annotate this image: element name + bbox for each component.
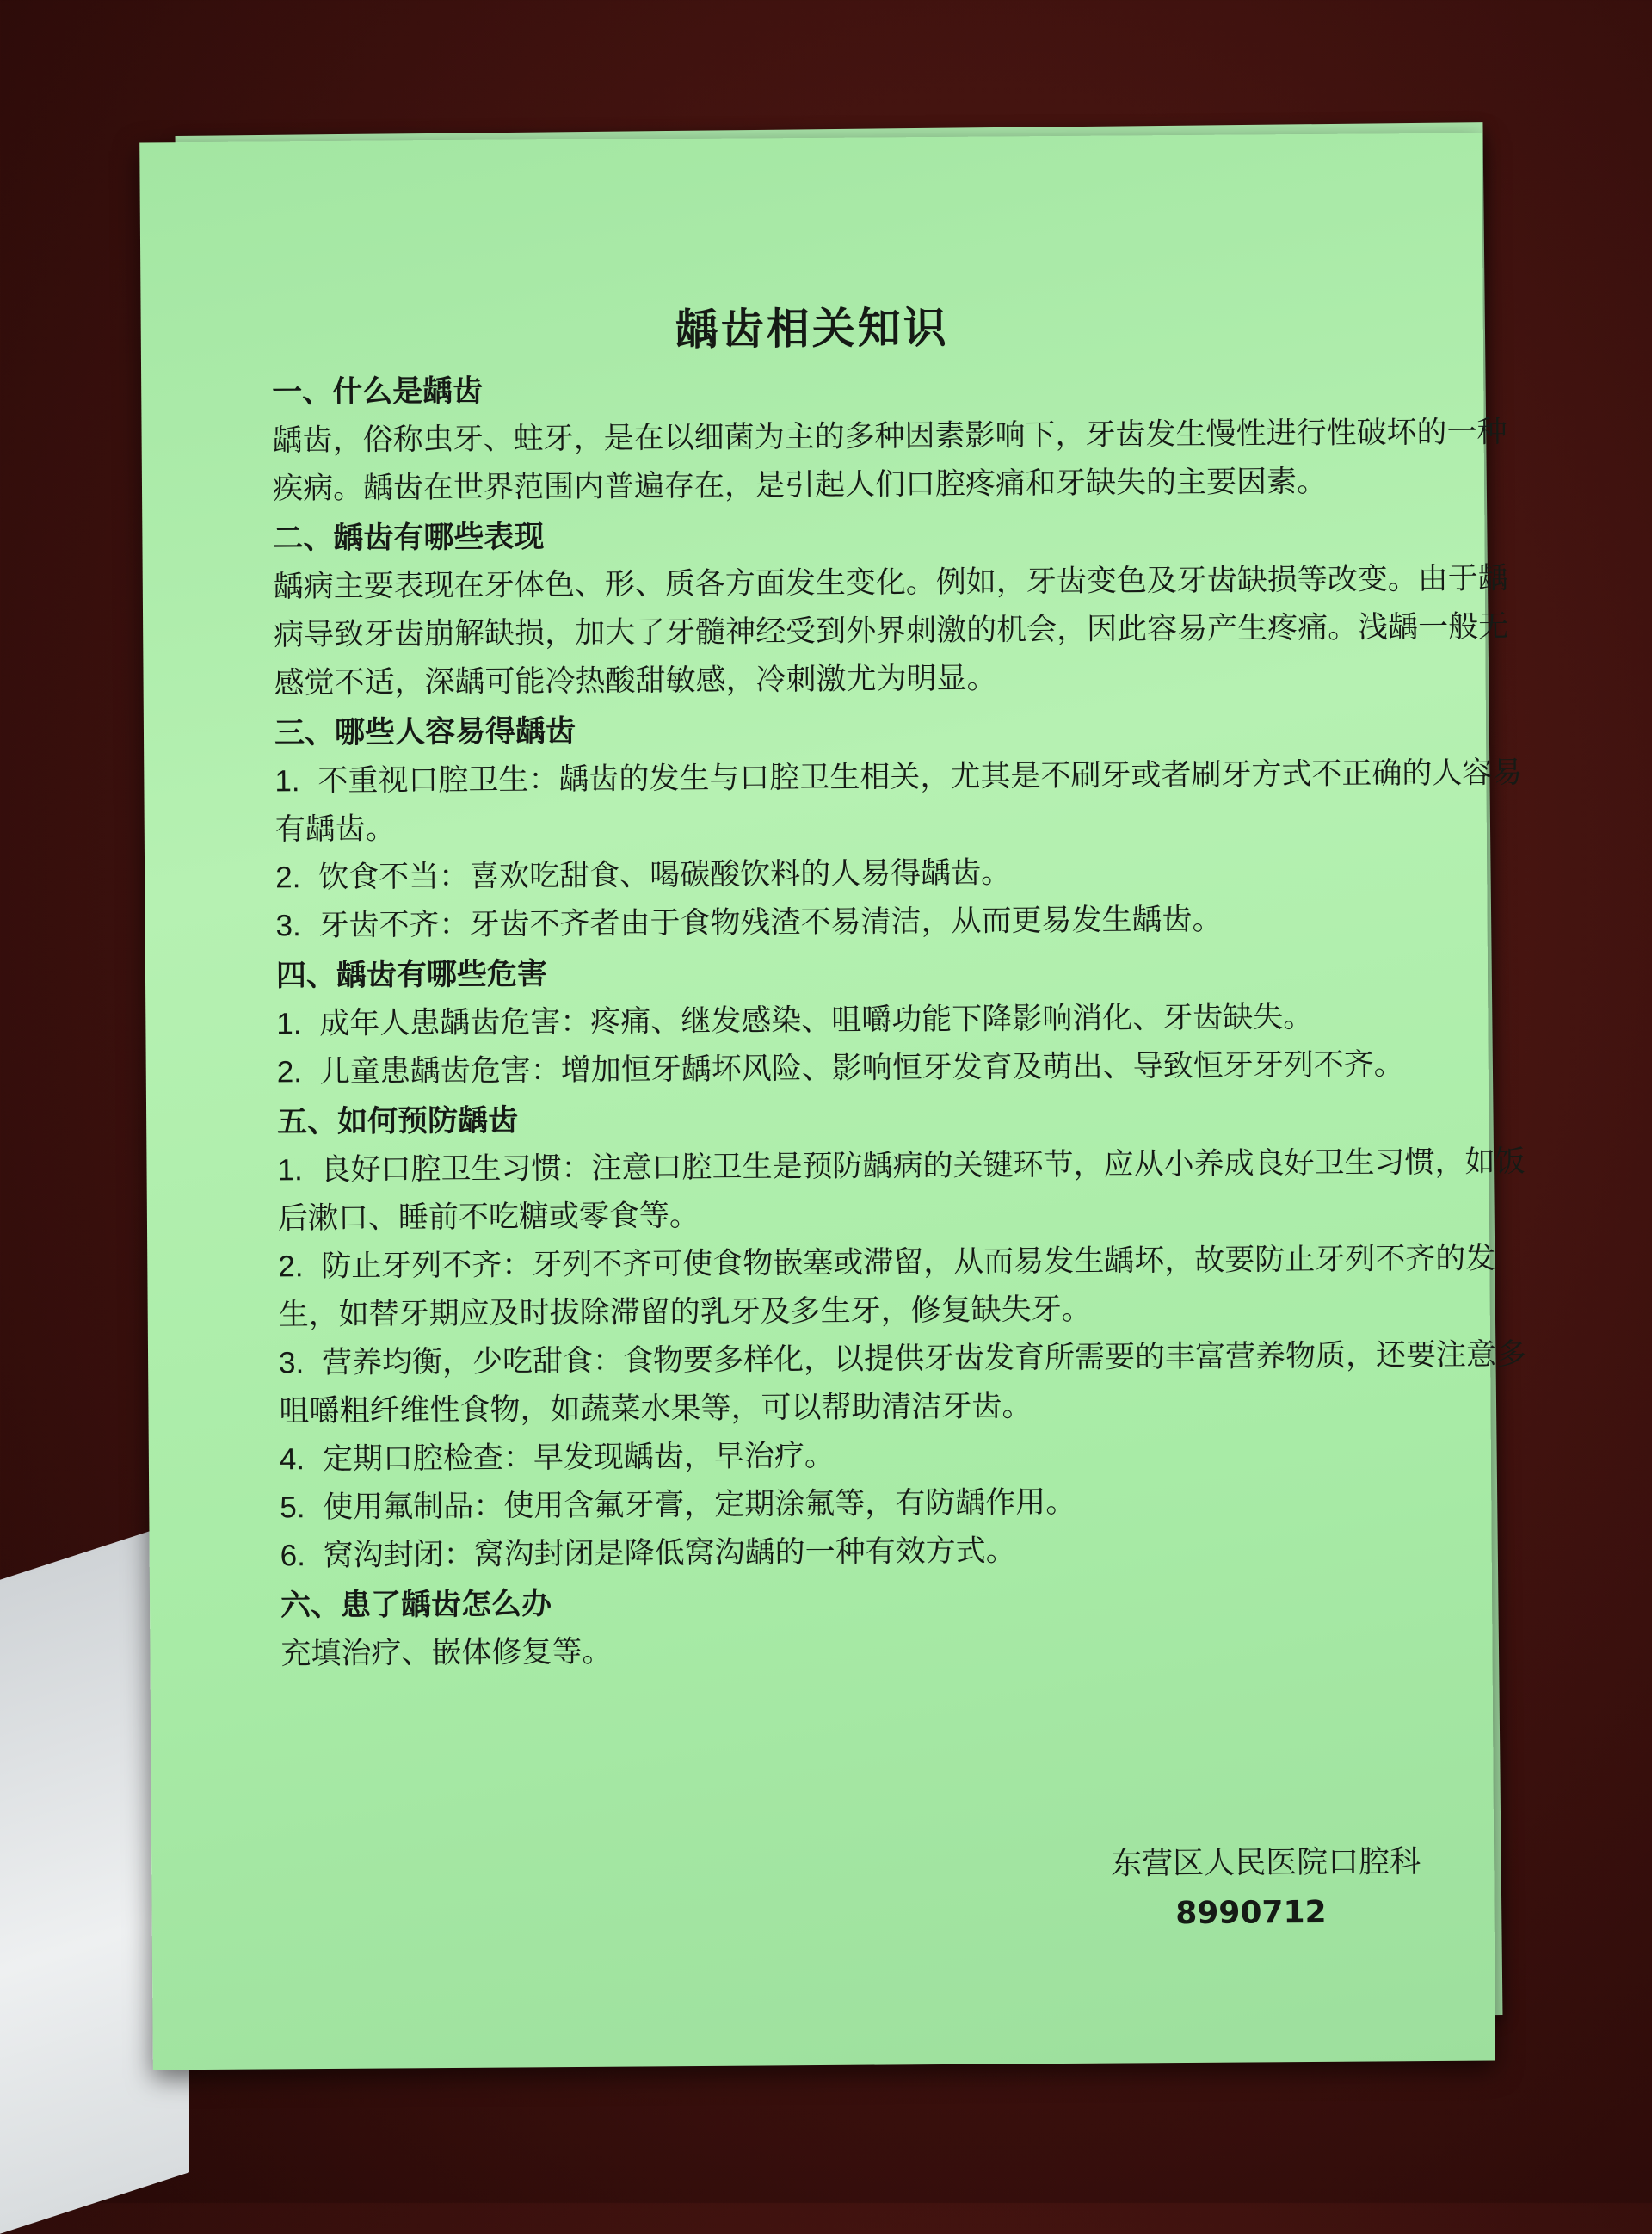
section-paragraph: 龋齿，俗称虫牙、蛀牙，是在以细菌为主的多种因素影响下，牙齿发生慢性进行性破坏的一种疾病。龋齿在世界范围内普遍存在，是引起人们口腔疼痛和牙缺失的主要因素。: [272, 415, 1507, 507]
item-number: 3.: [275, 909, 301, 943]
item-text: 儿童患龋齿危害：增加恒牙龋坏风险、影响恒牙发育及萌出、导致恒牙牙列不齐。: [319, 1047, 1404, 1090]
leaflet-page: [139, 133, 1527, 2070]
item-text: 使用氟制品：使用含氟牙膏，定期涂氟等，有防龋作用。: [323, 1484, 1076, 1526]
item-text: 窝沟封闭：窝沟封闭是降低窝沟龋的一种有效方式。: [323, 1534, 1016, 1574]
item-number: 5.: [280, 1490, 305, 1525]
list-item: [277, 1138, 1526, 1243]
item-text: 成年人患龋齿危害：疼痛、继发感染、咀嚼功能下降影响消化、牙齿缺失。: [319, 999, 1314, 1042]
document-footer: [1111, 1837, 1421, 1940]
section-heading-treatment: 六、患了龋齿怎么办: [280, 1587, 552, 1624]
organization-name: 东营区人民医院口腔科: [1111, 1844, 1421, 1882]
section-heading-what-is-caries: 一、什么是龋齿: [272, 373, 484, 410]
document-body: [272, 358, 1529, 1678]
item-number: 2.: [276, 1055, 303, 1089]
item-number: 3.: [278, 1346, 305, 1380]
item-text: 定期口腔检查：早发现龋齿，早治疗。: [322, 1438, 835, 1478]
section-heading-harms: 四、龋齿有哪些危害: [275, 957, 548, 994]
list-item: [280, 1427, 1527, 1484]
item-text: 不重视口腔卫生：龋齿的发生与口腔卫生相关，尤其是不刷牙或者刷牙方式不正确的人容易有龋齿。: [274, 756, 1523, 848]
list-item: [274, 749, 1523, 854]
section-paragraph: 龋病主要表现在牙体色、形、质各方面发生变化。例如，牙齿变色及牙齿缺损等改变。由于龋病导致牙齿崩解缺损，加大了牙髓神经受到外界刺激的机会，因此容易产生疼痛。浅龋一般无感觉不适，深龋可能冷热酸甜敏感，冷刺激尤为明显。: [273, 561, 1509, 701]
item-text: 防止牙列不齐：牙列不齐可使食物嵌塞或滞留，从而易发生龋坏，故要防止牙列不齐的发生，如替牙期应及时拔除滞留的乳牙及多生牙，修复缺失牙。: [278, 1241, 1496, 1333]
item-number: 1.: [276, 1007, 302, 1041]
item-text: 良好口腔卫生习惯：注意口腔卫生是预防龋病的关键环节，应从小养成良好卫生习惯，如饭后漱口、睡前不吃糖或零食等。: [277, 1145, 1526, 1237]
item-text: 饮食不当：喜欢吃甜食、喝碳酸饮料的人易得龋齿。: [318, 855, 1012, 896]
item-number: 1.: [274, 764, 300, 799]
document-title: 龋齿相关知识: [675, 302, 949, 355]
item-number: 2.: [275, 861, 301, 895]
list-item: [280, 1475, 1527, 1532]
list-item: [275, 893, 1523, 950]
section-heading-risk-groups: 三、哪些人容易得龋齿: [274, 713, 576, 751]
section-heading-symptoms: 二、龋齿有哪些表现: [273, 520, 545, 557]
section-paragraph: 充填治疗、嵌体修复等。: [280, 1634, 613, 1672]
list-item: [277, 1040, 1525, 1096]
section-heading-prevention: 五、如何预防龋齿: [277, 1103, 519, 1140]
item-number: 1.: [277, 1153, 303, 1188]
item-text: 牙齿不齐：牙齿不齐者由于食物残渣不易清洁，从而更易发生龋齿。: [318, 902, 1223, 944]
item-number: 6.: [280, 1539, 306, 1573]
item-number: 2.: [278, 1250, 304, 1284]
phone-number: 8990712: [1175, 1894, 1327, 1932]
list-item: [275, 845, 1523, 902]
item-number: 4.: [279, 1442, 305, 1477]
item-text: 营养均衡，少吃甜食：食物要多样化，以提供牙齿发育所需要的丰富营养物质，还要注意多咀嚼粗纤维性食物，如蔬菜水果等，可以帮助清洁牙齿。: [279, 1337, 1527, 1429]
list-item: [280, 1523, 1527, 1580]
list-item: [278, 1234, 1526, 1339]
list-item: [276, 991, 1524, 1048]
list-item: [279, 1330, 1527, 1435]
